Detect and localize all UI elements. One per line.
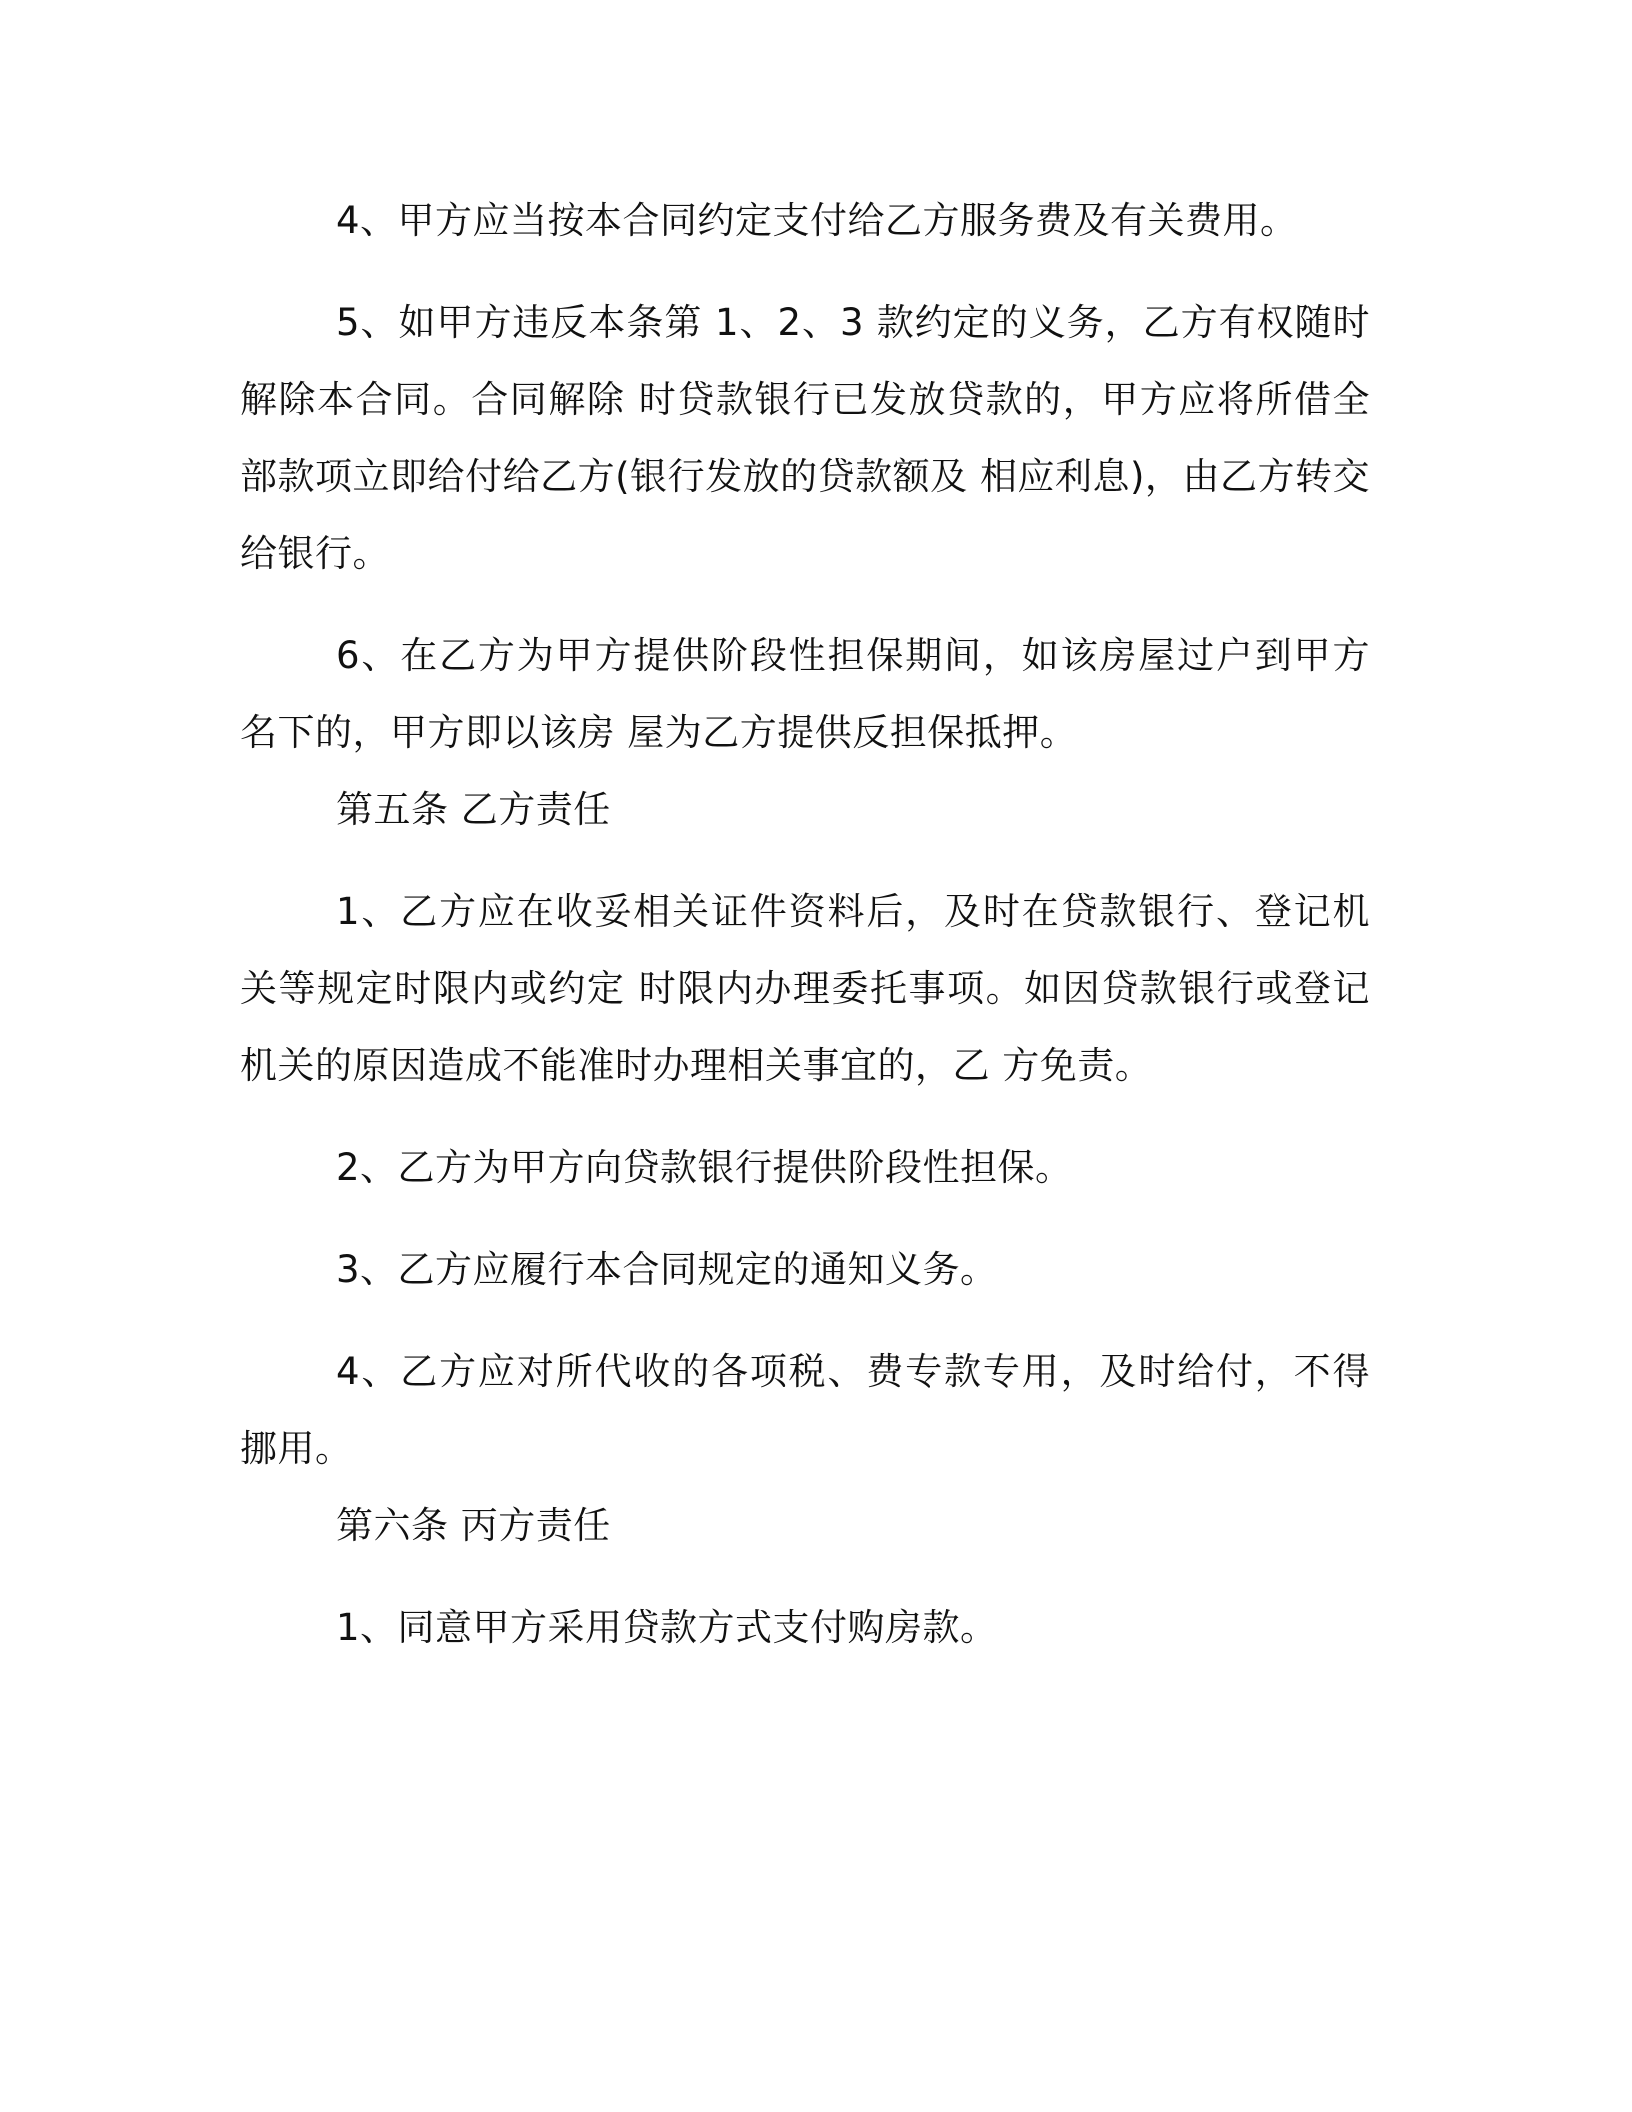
- party-b-clause-4: 4、乙方应对所代收的各项税、费专款专用，及时给付，不得挪用。: [240, 1350, 1370, 1470]
- party-c-clause-1: 1、同意甲方采用贷款方式支付购房款。: [336, 1606, 998, 1649]
- article-5-heading: 第五条 乙方责任: [336, 788, 611, 831]
- party-b-clause-3: 3、乙方应履行本合同规定的通知义务。: [336, 1248, 998, 1291]
- document-body: [240, 182, 1370, 1666]
- clause-5-termination: 5、如甲方违反本条第 1、2、3 款约定的义务，乙方有权随时解除本合同。合同解除 时贷款银行已发放贷款的，甲方应将所借全部款项立即给付给乙方(银行发放的贷款额及 相应利息)，由乙方转交给银行。: [240, 301, 1370, 575]
- article-6-heading: 第六条 丙方责任: [336, 1504, 611, 1547]
- party-b-clause-1: 1、乙方应在收妥相关证件资料后，及时在贷款银行、登记机关等规定时限内或约定 时限内办理委托事项。如因贷款银行或登记机关的原因造成不能准时办理相关事宜的，乙 方免责。: [240, 890, 1370, 1087]
- clause-4-party-a-fees: 4、甲方应当按本合同约定支付给乙方服务费及有关费用。: [336, 199, 1298, 242]
- party-b-clause-2: 2、乙方为甲方向贷款银行提供阶段性担保。: [336, 1146, 1073, 1189]
- clause-6-counter-guarantee: 6、在乙方为甲方提供阶段性担保期间，如该房屋过户到甲方名下的，甲方即以该房 屋为乙方提供反担保抵押。: [240, 634, 1370, 754]
